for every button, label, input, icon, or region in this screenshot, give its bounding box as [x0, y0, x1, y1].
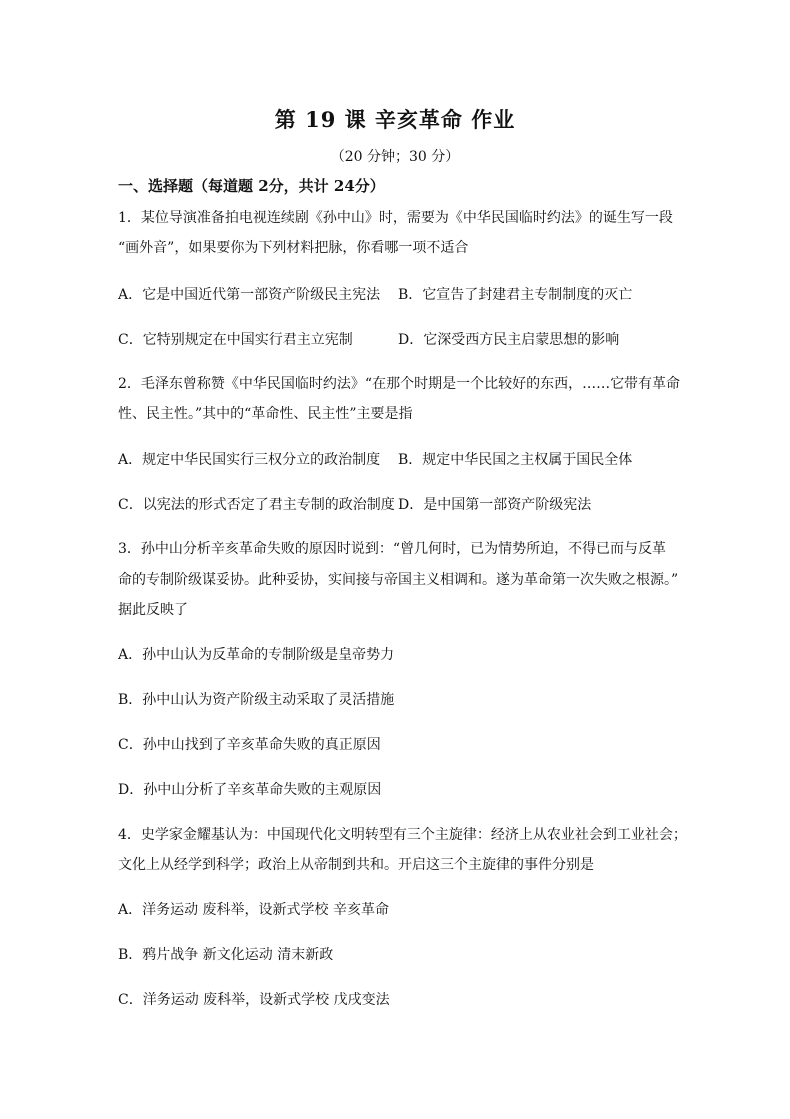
- q1-option-b: B．它宣告了封建君主专制制度的灭亡: [398, 287, 633, 303]
- q3-option-d: D．孙中山分析了辛亥革命失败的主观原因: [118, 782, 382, 798]
- q2-stem-line2: 性、民主性。”其中的“革命性、民主性”主要是指: [118, 406, 413, 422]
- q2-option-b: B．规定中华民国之主权属于国民全体: [398, 452, 633, 468]
- q1-option-d: D．它深受西方民主启蒙思想的影响: [398, 332, 620, 348]
- section-heading: 一、选择题（每道题 2分，共计 24分）: [118, 177, 385, 195]
- page-subtitle: （20 分钟；30 分）: [330, 149, 460, 165]
- q4-option-a: A．洋务运动 废科举，设新式学校 辛亥革命: [118, 902, 390, 918]
- q4-stem-line1: 4．史学家金耀基认为：中国现代化文明转型有三个主旋律：经济上从农业社会到工业社会；: [118, 827, 687, 843]
- q3-option-a: A．孙中山认为反革命的专制阶级是皇帝势力: [118, 647, 395, 663]
- q2-stem-line1: 2．毛泽东曾称赞《中华民国临时约法》“在那个时期是一个比较好的东西，……它带有革命: [118, 376, 681, 392]
- q1-option-a: A．它是中国近代第一部资产阶级民主宪法: [118, 287, 381, 303]
- q3-stem-line3: 据此反映了: [118, 602, 188, 618]
- q3-stem-line2: 命的专制阶级谋妥协。此种妥协，实间接与帝国主义相调和。遂为革命第一次失败之根源。”: [118, 572, 679, 588]
- q2-option-c: C．以宪法的形式否定了君主专制的政治制度: [118, 497, 395, 513]
- q1-stem-line1: 1．某位导演准备拍电视连续剧《孙中山》时，需要为《中华民国临时约法》的诞生写一段: [118, 210, 673, 226]
- q2-option-a: A．规定中华民国实行三权分立的政治制度: [118, 452, 381, 468]
- q3-stem-line1: 3．孙中山分析辛亥革命失败的原因时说到：“曾几何时，已为情势所迫，不得已而与反革: [118, 541, 667, 557]
- q4-stem-line2: 文化上从经学到科学；政治上从帝制到共和。开启这三个主旋律的事件分别是: [118, 857, 594, 873]
- q1-option-c: C．它特别规定在中国实行君主立宪制: [118, 332, 353, 348]
- q4-option-c: C．洋务运动 废科举，设新式学校 戊戌变法: [118, 992, 390, 1008]
- q3-option-b: B．孙中山认为资产阶级主动采取了灵活措施: [118, 692, 395, 708]
- q1-stem-line2: “画外音”，如果要你为下列材料把脉，你看哪一项不适合: [118, 240, 469, 256]
- q3-option-c: C．孙中山找到了辛亥革命失败的真正原因: [118, 737, 381, 753]
- q2-option-d: D．是中国第一部资产阶级宪法: [398, 497, 592, 513]
- q4-option-b: B．鸦片战争 新文化运动 清末新政: [118, 947, 334, 963]
- page-title: 第 19 课 辛亥革命 作业: [274, 107, 516, 132]
